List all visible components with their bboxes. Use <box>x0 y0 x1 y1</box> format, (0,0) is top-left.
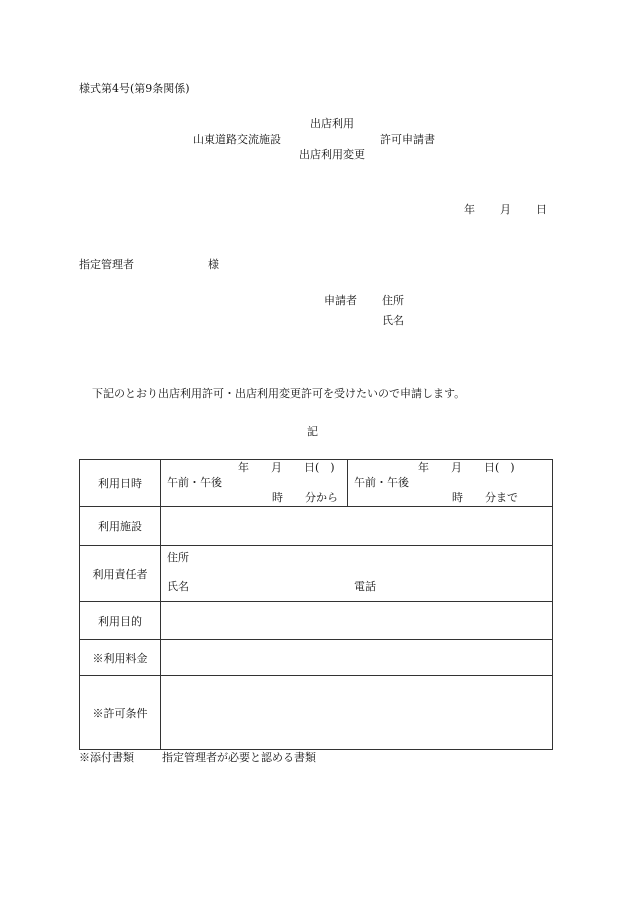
conditions-value-cell[interactable] <box>161 676 553 750</box>
fee-value-cell[interactable] <box>161 640 553 676</box>
row-facility <box>80 507 553 546</box>
addressee-name: 指定管理者 <box>79 258 134 271</box>
title-facility: 山東道路交流施設 <box>193 133 281 146</box>
responsible-phone-label: 電話 <box>354 580 376 593</box>
date-day-label: 日 <box>536 203 547 216</box>
attachment-text: 指定管理者が必要と認める書類 <box>162 751 316 764</box>
title-option-change: 出店利用変更 <box>299 148 365 161</box>
usage-from-time: 時 分から <box>272 491 338 504</box>
row-usage-datetime <box>80 460 553 507</box>
responsible-value-cell[interactable] <box>161 546 553 602</box>
title-suffix: 許可申請書 <box>380 133 435 146</box>
body-text: 下記のとおり出店利用許可・出店利用変更許可を受けたいので申請します。 <box>92 387 466 400</box>
usage-datetime-label: 利用日時 <box>80 460 161 507</box>
application-table <box>79 459 553 750</box>
usage-from-date: 年 月 日( ) <box>238 461 335 474</box>
usage-to-ampm: 午前・午後 <box>354 476 409 489</box>
ki-marker: 記 <box>307 425 318 438</box>
attachment-label: ※添付書類 <box>79 751 134 764</box>
row-conditions <box>80 676 553 750</box>
facility-label: 利用施設 <box>80 507 161 546</box>
responsible-label: 利用責任者 <box>80 546 161 602</box>
usage-to-time: 時 分まで <box>452 491 518 504</box>
form-number: 様式第4号(第9条関係) <box>79 82 190 95</box>
applicant-label: 申請者 <box>324 294 357 307</box>
applicant-address-label: 住所 <box>382 294 404 307</box>
usage-from-cell[interactable] <box>161 460 348 507</box>
facility-value-cell[interactable] <box>161 507 553 546</box>
addressee-honorific: 様 <box>208 258 219 271</box>
usage-to-cell[interactable] <box>348 460 553 507</box>
conditions-label: ※許可条件 <box>80 676 161 750</box>
applicant-name-label: 氏名 <box>382 314 404 327</box>
usage-from-ampm: 午前・午後 <box>167 476 222 489</box>
responsible-address-label: 住所 <box>167 551 189 564</box>
usage-to-date: 年 月 日( ) <box>418 461 515 474</box>
purpose-value-cell[interactable] <box>161 602 553 640</box>
row-responsible <box>80 546 553 602</box>
fee-label: ※利用料金 <box>80 640 161 676</box>
row-purpose <box>80 602 553 640</box>
row-fee <box>80 640 553 676</box>
date-month-label: 月 <box>500 203 511 216</box>
purpose-label: 利用目的 <box>80 602 161 640</box>
title-option-use: 出店利用 <box>310 117 354 130</box>
date-year-label: 年 <box>464 203 475 216</box>
responsible-name-label: 氏名 <box>167 580 189 593</box>
